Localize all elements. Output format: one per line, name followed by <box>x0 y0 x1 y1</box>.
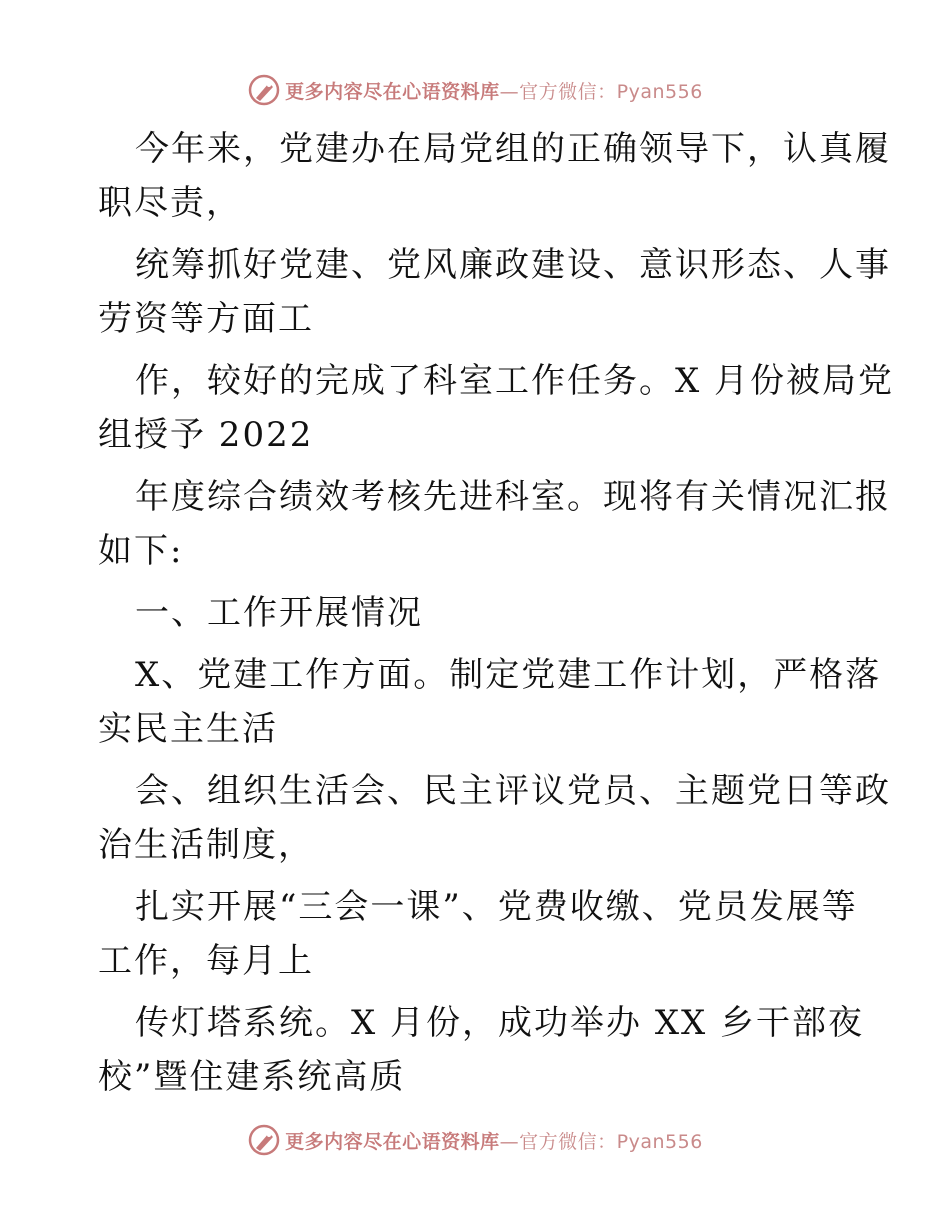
section-heading: 一、工作开展情况 <box>135 593 423 633</box>
text-line: X、党建工作方面。制定党建工作计划，严格落 <box>135 655 882 695</box>
text-line: 如下: <box>98 531 184 571</box>
text-line: 会、组织生活会、民主评议党员、主题党日等政 <box>135 771 891 811</box>
text-line: 扎实开展“三会一课”、党费收缴、党员发展等 <box>135 887 858 927</box>
footer-watermark <box>0 1120 950 1160</box>
pen-logo-icon <box>247 1123 281 1157</box>
text-line: 今年来，党建办在局党组的正确领导下，认真履 <box>135 129 891 169</box>
text-line: 统筹抓好党建、党风廉政建设、意识形态、人事 <box>135 245 891 285</box>
text-line: 年度综合绩效考核先进科室。现将有关情况汇报 <box>135 477 891 517</box>
text-line: 职尽责， <box>98 183 242 223</box>
text-line: 作，较好的完成了科室工作任务。X 月份被局党 <box>135 361 895 401</box>
text-line: 工作，每月上 <box>98 941 314 981</box>
text-line: 校”暨住建系统高质 <box>98 1057 406 1097</box>
watermark-brand: 更多内容尽在心语资料库 <box>285 80 500 103</box>
watermark-brand: 更多内容尽在心语资料库 <box>285 1130 500 1153</box>
header-watermark <box>0 70 950 110</box>
text-line: 组授予 2022 <box>98 415 314 455</box>
watermark-suffix: —官方微信：Pyan556 <box>499 80 703 103</box>
text-line: 治生活制度， <box>98 825 314 865</box>
pen-logo-icon <box>247 73 281 107</box>
watermark-suffix: —官方微信：Pyan556 <box>499 1130 703 1153</box>
text-line: 实民主生活 <box>98 709 278 749</box>
text-line: 传灯塔系统。X 月份，成功举办 XX 乡干部夜 <box>135 1003 865 1043</box>
text-line: 劳资等方面工 <box>98 299 314 339</box>
